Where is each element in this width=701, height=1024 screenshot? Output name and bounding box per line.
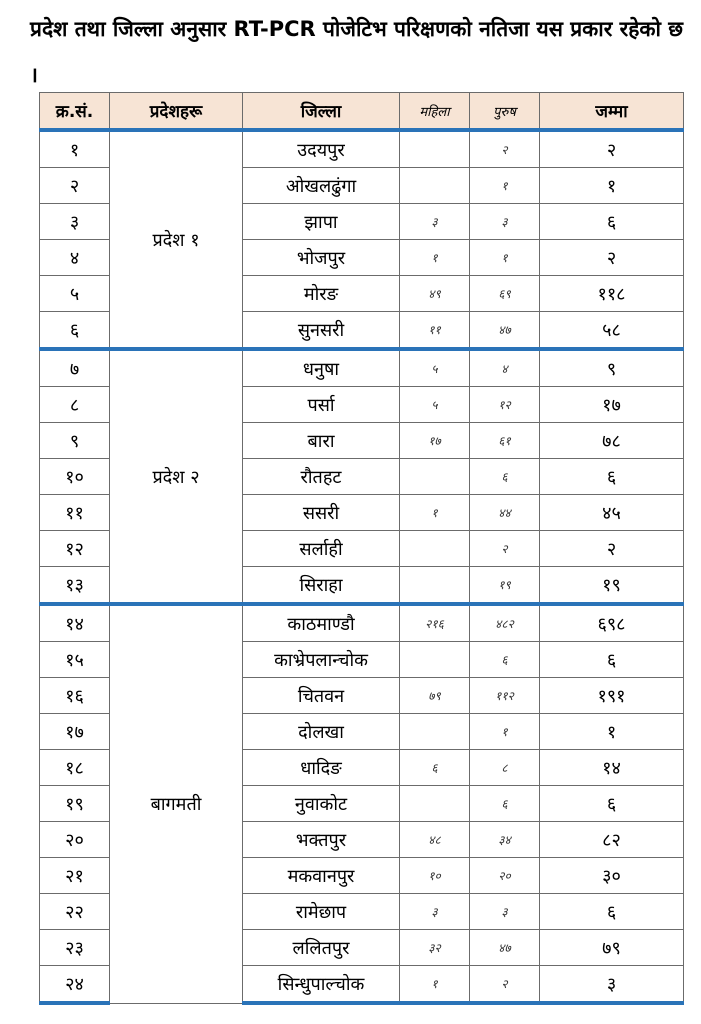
total-count-cell: ६ (540, 204, 684, 240)
district-cell: चितवन (243, 678, 400, 714)
female-count-cell: १ (400, 240, 470, 276)
serial-number-cell: ८ (40, 387, 110, 423)
serial-number-cell: ४ (40, 240, 110, 276)
male-count-cell: १ (470, 240, 540, 276)
district-cell: ससरी (243, 495, 400, 531)
district-cell: ललितपुर (243, 930, 400, 966)
header-total: जम्मा (540, 93, 684, 131)
male-count-cell: ४७ (470, 312, 540, 350)
district-cell: सिन्धुपाल्चोक (243, 966, 400, 1004)
serial-number-cell: १५ (40, 642, 110, 678)
serial-number-cell: ७ (40, 349, 110, 387)
female-count-cell (400, 642, 470, 678)
male-count-cell: १९ (470, 567, 540, 605)
total-count-cell: २ (540, 531, 684, 567)
male-count-cell: ६ (470, 459, 540, 495)
male-count-cell: ४४ (470, 495, 540, 531)
district-cell: ओखलढुंगा (243, 168, 400, 204)
male-count-cell: ६ (470, 642, 540, 678)
district-cell: सुनसरी (243, 312, 400, 350)
total-count-cell: ६९८ (540, 604, 684, 642)
male-count-cell: २ (470, 130, 540, 168)
district-cell: भक्तपुर (243, 822, 400, 858)
female-count-cell (400, 786, 470, 822)
district-cell: सर्लाही (243, 531, 400, 567)
serial-number-cell: १२ (40, 531, 110, 567)
female-count-cell: ३ (400, 204, 470, 240)
male-count-cell: ६१ (470, 423, 540, 459)
male-count-cell: ६९ (470, 276, 540, 312)
district-cell: काभ्रेपलान्चोक (243, 642, 400, 678)
header-province: प्रदेशहरू (110, 93, 243, 131)
male-count-cell: ३ (470, 204, 540, 240)
district-cell: दोलखा (243, 714, 400, 750)
table-row (40, 604, 684, 642)
header-sn: क्र.सं. (40, 93, 110, 131)
total-count-cell: ३ (540, 966, 684, 1004)
serial-number-cell: २३ (40, 930, 110, 966)
district-cell: सिराहा (243, 567, 400, 605)
district-cell: धादिङ (243, 750, 400, 786)
male-count-cell: ६ (470, 786, 540, 822)
district-cell: धनुषा (243, 349, 400, 387)
total-count-cell: २ (540, 130, 684, 168)
district-cell: बारा (243, 423, 400, 459)
female-count-cell (400, 531, 470, 567)
total-count-cell: ८२ (540, 822, 684, 858)
serial-number-cell: १ (40, 130, 110, 168)
serial-number-cell: ३ (40, 204, 110, 240)
female-count-cell: १ (400, 966, 470, 1004)
serial-number-cell: २१ (40, 858, 110, 894)
total-count-cell: १ (540, 168, 684, 204)
serial-number-cell: १९ (40, 786, 110, 822)
header-female: महिला (400, 93, 470, 131)
serial-number-cell: ११ (40, 495, 110, 531)
female-count-cell: ४९ (400, 276, 470, 312)
male-count-cell: ३ (470, 894, 540, 930)
male-count-cell: ११२ (470, 678, 540, 714)
district-cell: पर्सा (243, 387, 400, 423)
province-cell: बागमती (110, 604, 243, 1003)
female-count-cell: ३२ (400, 930, 470, 966)
district-cell: काठमाण्डौ (243, 604, 400, 642)
female-count-cell: ५ (400, 349, 470, 387)
male-count-cell: १ (470, 714, 540, 750)
serial-number-cell: ६ (40, 312, 110, 350)
report-heading: प्रदेश तथा जिल्ला अनुसार RT-PCR पोजेटिभ परिक्षणको नतिजा यस प्रकार रहेको छ । (30, 17, 683, 87)
female-count-cell (400, 130, 470, 168)
total-count-cell: ३० (540, 858, 684, 894)
total-count-cell: १९ (540, 567, 684, 605)
total-count-cell: १९१ (540, 678, 684, 714)
total-count-cell: ६ (540, 894, 684, 930)
female-count-cell: ५ (400, 387, 470, 423)
province-cell: प्रदेश १ (110, 130, 243, 349)
table-row (40, 130, 684, 168)
total-count-cell: ५८ (540, 312, 684, 350)
male-count-cell: ४८२ (470, 604, 540, 642)
table-body (40, 130, 684, 1003)
total-count-cell: ९ (540, 349, 684, 387)
province-cell: प्रदेश २ (110, 349, 243, 604)
female-count-cell: ३ (400, 894, 470, 930)
female-count-cell: १० (400, 858, 470, 894)
total-count-cell: ६ (540, 642, 684, 678)
serial-number-cell: १० (40, 459, 110, 495)
serial-number-cell: १४ (40, 604, 110, 642)
total-count-cell: १७ (540, 387, 684, 423)
district-cell: उदयपुर (243, 130, 400, 168)
female-count-cell: ४८ (400, 822, 470, 858)
female-count-cell: १ (400, 495, 470, 531)
female-count-cell (400, 567, 470, 605)
total-count-cell: ४५ (540, 495, 684, 531)
female-count-cell (400, 714, 470, 750)
female-count-cell: २१६ (400, 604, 470, 642)
male-count-cell: २० (470, 858, 540, 894)
serial-number-cell: १६ (40, 678, 110, 714)
serial-number-cell: ९ (40, 423, 110, 459)
district-cell: मकवानपुर (243, 858, 400, 894)
female-count-cell: ७९ (400, 678, 470, 714)
male-count-cell: ३४ (470, 822, 540, 858)
header-row (40, 93, 684, 131)
header-male: पुरुष (470, 93, 540, 131)
total-count-cell: २ (540, 240, 684, 276)
district-cell: रौतहट (243, 459, 400, 495)
male-count-cell: १२ (470, 387, 540, 423)
female-count-cell: ११ (400, 312, 470, 350)
male-count-cell: ४७ (470, 930, 540, 966)
district-cell: मोरङ (243, 276, 400, 312)
female-count-cell: ६ (400, 750, 470, 786)
male-count-cell: २ (470, 966, 540, 1004)
male-count-cell: १ (470, 168, 540, 204)
district-cell: झापा (243, 204, 400, 240)
male-count-cell: ४ (470, 349, 540, 387)
male-count-cell: २ (470, 531, 540, 567)
total-count-cell: १ (540, 714, 684, 750)
female-count-cell (400, 168, 470, 204)
district-cell: नुवाकोट (243, 786, 400, 822)
header-district: जिल्ला (243, 93, 400, 131)
serial-number-cell: २२ (40, 894, 110, 930)
total-count-cell: ६ (540, 786, 684, 822)
total-count-cell: १४ (540, 750, 684, 786)
serial-number-cell: २ (40, 168, 110, 204)
table-row (40, 349, 684, 387)
total-count-cell: ११८ (540, 276, 684, 312)
female-count-cell: १७ (400, 423, 470, 459)
serial-number-cell: २४ (40, 966, 110, 1004)
total-count-cell: ६ (540, 459, 684, 495)
male-count-cell: ८ (470, 750, 540, 786)
female-count-cell (400, 459, 470, 495)
serial-number-cell: २० (40, 822, 110, 858)
results-table (39, 92, 684, 1005)
total-count-cell: ७९ (540, 930, 684, 966)
serial-number-cell: १३ (40, 567, 110, 605)
serial-number-cell: १७ (40, 714, 110, 750)
serial-number-cell: ५ (40, 276, 110, 312)
total-count-cell: ७८ (540, 423, 684, 459)
district-cell: रामेछाप (243, 894, 400, 930)
serial-number-cell: १८ (40, 750, 110, 786)
district-cell: भोजपुर (243, 240, 400, 276)
